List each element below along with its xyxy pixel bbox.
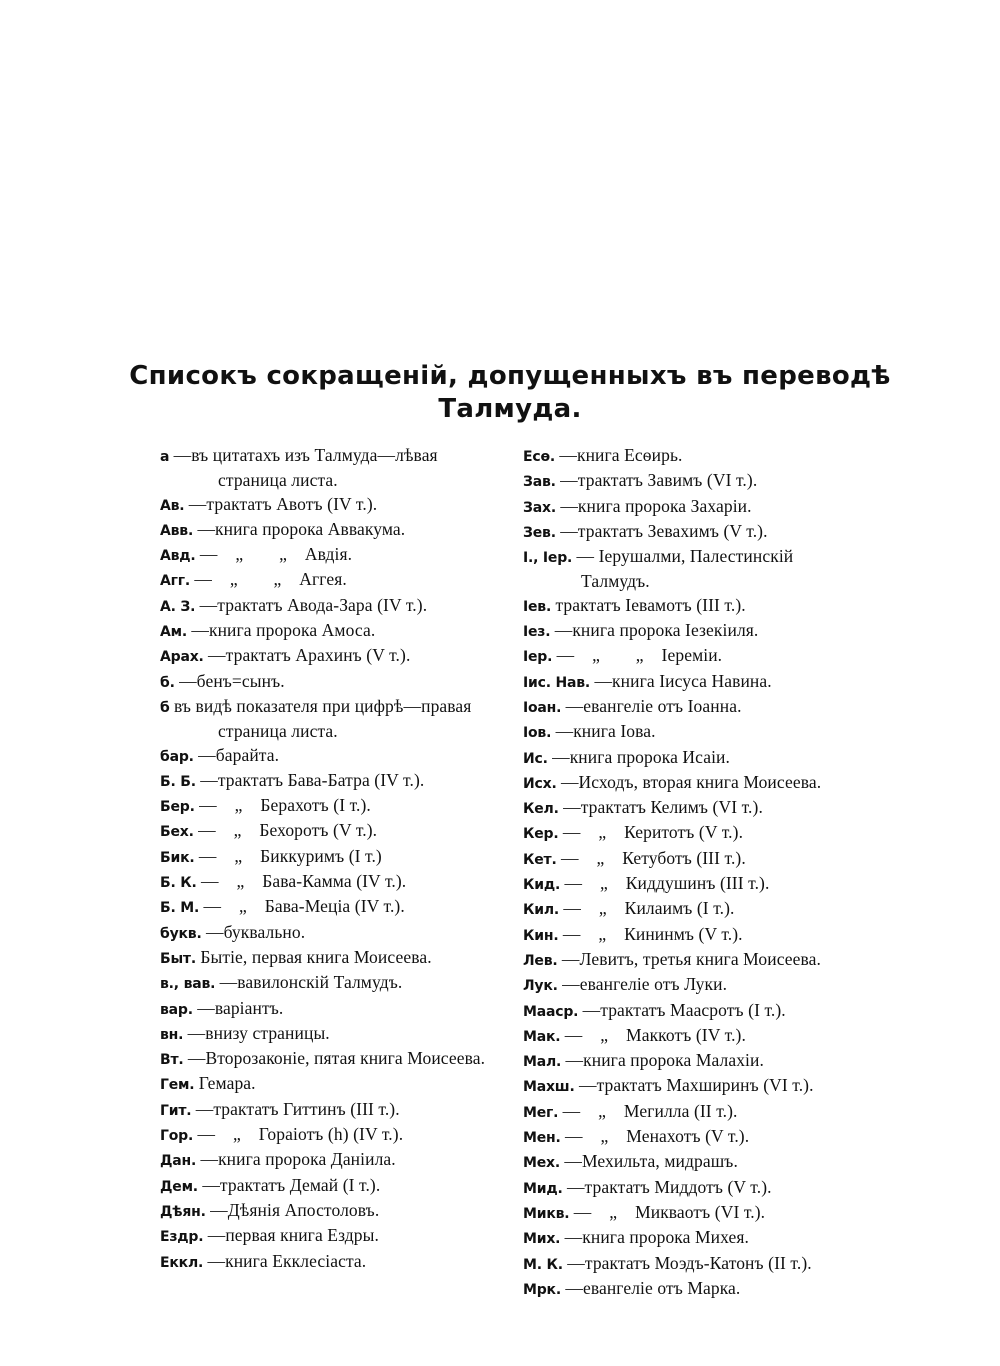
abbreviation-definition: — „ Килаимъ (I т.). bbox=[563, 898, 735, 919]
abbreviation-entry bbox=[523, 1277, 863, 1302]
abbreviation-definition: — „ Бава-Меціа (IV т.). bbox=[203, 896, 405, 917]
abbreviation-entry bbox=[523, 520, 863, 545]
abbreviation-entry bbox=[523, 545, 863, 594]
abbreviation-term: Еккл. bbox=[160, 1254, 204, 1271]
abbreviation-entry bbox=[160, 619, 500, 644]
abbreviation-entry bbox=[160, 444, 500, 493]
abbreviation-term: І., Іер. bbox=[523, 550, 573, 567]
abbreviation-entry bbox=[160, 1199, 500, 1224]
abbreviation-term: а bbox=[160, 449, 170, 465]
abbreviation-term: Кид. bbox=[523, 877, 561, 894]
abbreviation-definition: — „ Менахотъ (V т.). bbox=[565, 1126, 750, 1147]
abbreviation-entry bbox=[160, 769, 500, 794]
abbreviation-entry bbox=[523, 495, 863, 520]
abbreviation-definition: — Іерушалми, Палестинскій Талмудъ. bbox=[576, 546, 798, 592]
abbreviation-definition: — „ Маккотъ (IV т.). bbox=[564, 1024, 746, 1045]
abbreviation-definition: —трактатъ Гиттинъ (III т.). bbox=[195, 1098, 400, 1119]
abbreviation-list-right bbox=[523, 444, 863, 1302]
abbreviation-definition: —трактатъ Зевахимъ (V т.). bbox=[560, 520, 768, 541]
abbreviation-definition: —книга Екклесіаста. bbox=[207, 1250, 367, 1271]
abbreviation-term: Кил. bbox=[523, 902, 560, 919]
abbreviation-definition: —книга пророка Исаіи. bbox=[552, 746, 730, 767]
abbreviation-term: бар. bbox=[160, 748, 194, 765]
abbreviation-term: Іев. bbox=[523, 598, 552, 615]
abbreviation-entry bbox=[160, 870, 500, 895]
abbreviation-term: Мид. bbox=[523, 1180, 563, 1197]
abbreviation-entry bbox=[523, 444, 863, 469]
abbreviation-definition: —трактатъ Бава-Батра (IV т.). bbox=[200, 769, 425, 790]
abbreviation-term: Кин. bbox=[523, 927, 559, 944]
abbreviation-definition: —книга Іова. bbox=[555, 721, 656, 742]
abbreviation-term: Б. К. bbox=[160, 875, 197, 892]
abbreviation-entry bbox=[160, 819, 500, 844]
abbreviation-term: Исх. bbox=[523, 775, 557, 792]
abbreviation-definition: —евангеліе отъ Марка. bbox=[565, 1277, 741, 1298]
abbreviation-definition: —книга Есѳирь. bbox=[559, 445, 683, 465]
abbreviation-definition: — „ Бехоротъ (V т.). bbox=[198, 820, 378, 841]
abbreviation-entry bbox=[160, 845, 500, 870]
abbreviation-term: Ам. bbox=[160, 624, 187, 641]
abbreviation-definition: — „ „ Іереміи. bbox=[556, 645, 723, 666]
abbreviation-definition: —варіантъ. bbox=[197, 997, 284, 1018]
abbreviation-term: вар. bbox=[160, 1001, 193, 1018]
abbreviation-definition: — „ Гораіотъ (h) (IV т.). bbox=[197, 1124, 404, 1145]
page-title-line-2: Талмуда. bbox=[438, 394, 582, 424]
abbreviation-term: Дем. bbox=[160, 1178, 198, 1195]
abbreviation-term: Б. М. bbox=[160, 900, 200, 917]
abbreviation-entry bbox=[160, 895, 500, 920]
abbreviation-term: Ав. bbox=[160, 497, 185, 514]
abbreviation-term: Агг. bbox=[160, 573, 190, 590]
abbreviation-entry bbox=[160, 568, 500, 593]
abbreviation-term: Іер. bbox=[523, 649, 553, 666]
abbreviation-entry bbox=[160, 794, 500, 819]
abbreviation-definition: — „ Кининмъ (V т.). bbox=[562, 923, 743, 944]
abbreviation-entry bbox=[160, 971, 500, 996]
abbreviation-definition: — „ „ Аггея. bbox=[194, 569, 347, 590]
abbreviation-definition: —трактатъ Миддотъ (V т.). bbox=[566, 1176, 772, 1197]
abbreviation-entry bbox=[523, 1252, 863, 1277]
abbreviation-definition: —въ цитатахъ изъ Талмуда—лѣвая страница листа. bbox=[173, 445, 443, 491]
abbreviation-entry bbox=[523, 746, 863, 771]
abbreviation-term: б. bbox=[160, 674, 175, 691]
abbreviation-entry bbox=[523, 1024, 863, 1049]
abbreviation-term: Мег. bbox=[523, 1104, 559, 1121]
abbreviation-definition: —книга пророка Захаріи. bbox=[560, 495, 752, 516]
abbreviation-definition: —трактатъ Арахинъ (V т.). bbox=[208, 645, 411, 666]
abbreviation-entry bbox=[160, 594, 500, 619]
abbreviation-definition: —Мехильта, мидрашъ. bbox=[564, 1151, 738, 1172]
abbreviation-term: Іез. bbox=[523, 624, 551, 641]
abbreviation-entry bbox=[523, 644, 863, 669]
abbreviation-entry bbox=[160, 1224, 500, 1249]
abbreviation-entry bbox=[523, 1074, 863, 1099]
abbreviation-term: Лев. bbox=[523, 952, 558, 969]
abbreviation-definition: —книга пророка Михея. bbox=[564, 1227, 750, 1248]
abbreviation-definition: —внизу страницы. bbox=[187, 1022, 330, 1043]
abbreviation-entry bbox=[160, 1047, 500, 1072]
abbreviation-definition: — „ Киддушинъ (III т.). bbox=[564, 873, 770, 894]
abbreviation-term: Мааср. bbox=[523, 1003, 579, 1020]
abbreviation-definition: — „ Биккуримъ (I т.) bbox=[198, 845, 382, 866]
abbreviation-definition: —книга пророка Аввакума. bbox=[197, 518, 406, 539]
abbreviation-entry bbox=[523, 923, 863, 948]
abbreviation-definition: — „ Бава-Камма (IV т.). bbox=[201, 871, 407, 892]
abbreviation-entry bbox=[523, 1049, 863, 1074]
abbreviation-entry bbox=[523, 1226, 863, 1251]
abbreviation-entry bbox=[160, 997, 500, 1022]
abbreviation-entry bbox=[523, 1201, 863, 1226]
abbreviation-definition: — „ Кетуботъ (III т.). bbox=[560, 847, 746, 868]
abbreviation-entry bbox=[160, 518, 500, 543]
abbreviation-term: М. К. bbox=[523, 1256, 563, 1273]
abbreviation-entry bbox=[523, 796, 863, 821]
abbreviation-term: Іоан. bbox=[523, 699, 562, 716]
abbreviation-term: Ис. bbox=[523, 750, 548, 767]
abbreviation-entry bbox=[160, 695, 500, 744]
abbreviation-definition: —книга пророка Даніила. bbox=[200, 1149, 396, 1170]
abbreviation-term: вн. bbox=[160, 1026, 184, 1043]
abbreviation-definition: —трактатъ Маасротъ (I т.). bbox=[582, 999, 786, 1020]
abbreviation-term: б bbox=[160, 699, 170, 716]
abbreviation-definition: —книга пророка Іезекіиля. bbox=[554, 620, 759, 641]
abbreviation-definition: — „ Берахотъ (I т.). bbox=[199, 795, 371, 816]
abbreviation-definition: —трактатъ Келимъ (VI т.). bbox=[563, 797, 763, 818]
abbreviation-term: Авв. bbox=[160, 522, 194, 539]
abbreviation-term: Гит. bbox=[160, 1102, 192, 1119]
abbreviation-term: Мих. bbox=[523, 1231, 561, 1248]
abbreviation-entry bbox=[523, 670, 863, 695]
abbreviation-definition: —трактатъ Завимъ (VI т.). bbox=[560, 470, 758, 491]
abbreviation-term: Мен. bbox=[523, 1130, 561, 1147]
abbreviation-definition: —трактатъ Демай (I т.). bbox=[202, 1174, 381, 1195]
abbreviation-term: Кел. bbox=[523, 801, 559, 818]
abbreviation-definition: —Левитъ, третья книга Моисеева. bbox=[561, 948, 821, 969]
abbreviation-term: Бик. bbox=[160, 849, 195, 866]
abbreviation-definition: —Исходъ, вторая книга Моисеева. bbox=[560, 771, 822, 792]
abbreviation-definition: —буквально. bbox=[205, 921, 306, 942]
abbreviation-definition: —трактатъ Махширинъ (VI т.). bbox=[578, 1075, 814, 1096]
abbreviation-term: Іис. Нав. bbox=[523, 674, 591, 691]
abbreviation-definition: — „ „ Авдія. bbox=[199, 544, 353, 565]
abbreviation-term: Зах. bbox=[523, 499, 556, 516]
abbreviation-term: Дан. bbox=[160, 1153, 197, 1170]
abbreviation-definition: — „ Керитотъ (V т.). bbox=[562, 822, 744, 843]
abbreviation-definition: — „ Мегилла (II т.). bbox=[562, 1100, 738, 1121]
abbreviation-entry bbox=[160, 744, 500, 769]
abbreviation-entry bbox=[523, 1100, 863, 1125]
abbreviation-definition: Бытіе, первая книга Моисеева. bbox=[200, 946, 432, 967]
abbreviation-entry bbox=[523, 1150, 863, 1175]
abbreviation-list-left bbox=[160, 444, 500, 1275]
abbreviation-term: Лук. bbox=[523, 978, 558, 995]
abbreviation-term: Ездр. bbox=[160, 1229, 204, 1246]
abbreviation-term: Бер. bbox=[160, 799, 195, 816]
abbreviation-term: Мак. bbox=[523, 1028, 561, 1045]
abbreviation-term: Есѳ. bbox=[523, 449, 555, 465]
abbreviation-definition: Гемара. bbox=[198, 1073, 256, 1094]
abbreviation-entry bbox=[523, 897, 863, 922]
abbreviation-entry bbox=[160, 670, 500, 695]
abbreviation-term: Б. Б. bbox=[160, 773, 196, 790]
abbreviation-entry bbox=[160, 1148, 500, 1173]
abbreviation-definition: —книга пророка Малахіи. bbox=[565, 1050, 764, 1071]
abbreviation-term: Зав. bbox=[523, 474, 556, 491]
abbreviation-term: Арах. bbox=[160, 649, 204, 666]
abbreviation-entry bbox=[523, 469, 863, 494]
abbreviation-entry bbox=[523, 720, 863, 745]
page-title bbox=[100, 360, 920, 426]
abbreviation-entry bbox=[523, 847, 863, 872]
abbreviation-entry bbox=[160, 493, 500, 518]
abbreviation-term: Махш. bbox=[523, 1079, 575, 1096]
abbreviation-term: Кет. bbox=[523, 851, 557, 868]
abbreviation-term: Гем. bbox=[160, 1077, 195, 1094]
abbreviation-entry bbox=[523, 771, 863, 796]
abbreviation-entry bbox=[523, 948, 863, 973]
abbreviation-term: в., вав. bbox=[160, 976, 216, 993]
abbreviation-definition: трактатъ Іевамотъ (III т.). bbox=[555, 594, 746, 615]
abbreviation-term: Зев. bbox=[523, 524, 556, 541]
abbreviation-definition: — „ Микваотъ (VI т.). bbox=[573, 1201, 766, 1222]
abbreviation-term: А. З. bbox=[160, 598, 196, 615]
abbreviation-definition: —евангеліе отъ Луки. bbox=[562, 974, 728, 995]
abbreviation-definition: —первая книга Ездры. bbox=[207, 1225, 379, 1246]
abbreviation-entry bbox=[523, 973, 863, 998]
abbreviation-entry bbox=[160, 1123, 500, 1148]
abbreviation-term: Авд. bbox=[160, 548, 196, 565]
abbreviation-definition: —книга Іисуса Навина. bbox=[594, 670, 772, 691]
abbreviation-definition: —барайта. bbox=[198, 744, 280, 765]
abbreviation-entry bbox=[523, 594, 863, 619]
abbreviation-term: Іов. bbox=[523, 725, 552, 742]
abbreviation-entry bbox=[160, 946, 500, 971]
abbreviation-term: Кер. bbox=[523, 826, 559, 843]
abbreviation-entry bbox=[523, 999, 863, 1024]
abbreviation-entry bbox=[523, 821, 863, 846]
abbreviation-entry bbox=[523, 872, 863, 897]
abbreviation-definition: —Второзаконіе, пятая книга Моисеева. bbox=[187, 1048, 486, 1069]
abbreviation-entry bbox=[160, 1098, 500, 1123]
abbreviation-entry bbox=[160, 644, 500, 669]
abbreviation-term: Бех. bbox=[160, 824, 194, 841]
abbreviation-entry bbox=[160, 1250, 500, 1275]
abbreviation-definition: —бенъ=сынъ. bbox=[179, 670, 285, 691]
abbreviation-entry bbox=[160, 921, 500, 946]
abbreviation-definition: —книга пророка Амоса. bbox=[191, 620, 376, 641]
abbreviation-entry bbox=[160, 543, 500, 568]
abbreviation-entry bbox=[160, 1022, 500, 1047]
abbreviation-term: Мрк. bbox=[523, 1281, 561, 1298]
abbreviation-definition: —евангеліе отъ Іоанна. bbox=[565, 695, 742, 716]
abbreviation-definition: —трактатъ Моэдъ-Катонъ (II т.). bbox=[567, 1252, 812, 1273]
abbreviation-entry bbox=[523, 1176, 863, 1201]
abbreviation-term: Мех. bbox=[523, 1155, 560, 1172]
abbreviation-definition: —трактатъ Авода-Зара (IV т.). bbox=[199, 594, 428, 615]
abbreviation-definition: —трактатъ Авотъ (IV т.). bbox=[188, 493, 378, 514]
abbreviation-entry bbox=[523, 1125, 863, 1150]
abbreviation-term: Вт. bbox=[160, 1052, 184, 1069]
abbreviation-definition: въ видѣ показателя при цифрѣ—правая страница листа. bbox=[173, 695, 476, 742]
abbreviation-entry bbox=[160, 1072, 500, 1097]
abbreviation-term: Мал. bbox=[523, 1054, 562, 1071]
abbreviation-term: Гор. bbox=[160, 1128, 194, 1145]
abbreviation-term: Микв. bbox=[523, 1205, 570, 1222]
abbreviation-term: Дѣян. bbox=[160, 1203, 206, 1220]
abbreviation-term: Быт. bbox=[160, 950, 196, 967]
abbreviation-entry bbox=[523, 695, 863, 720]
abbreviation-definition: —вавилонскій Талмудъ. bbox=[219, 972, 403, 993]
page-title-line-1: Списокъ сокращенiй, допущенныхъ въ переводѣ bbox=[129, 361, 891, 391]
abbreviation-term: букв. bbox=[160, 925, 202, 942]
abbreviation-entry bbox=[523, 619, 863, 644]
abbreviation-entry bbox=[160, 1174, 500, 1199]
abbreviation-definition: —Дѣянія Апостоловъ. bbox=[210, 1199, 380, 1220]
